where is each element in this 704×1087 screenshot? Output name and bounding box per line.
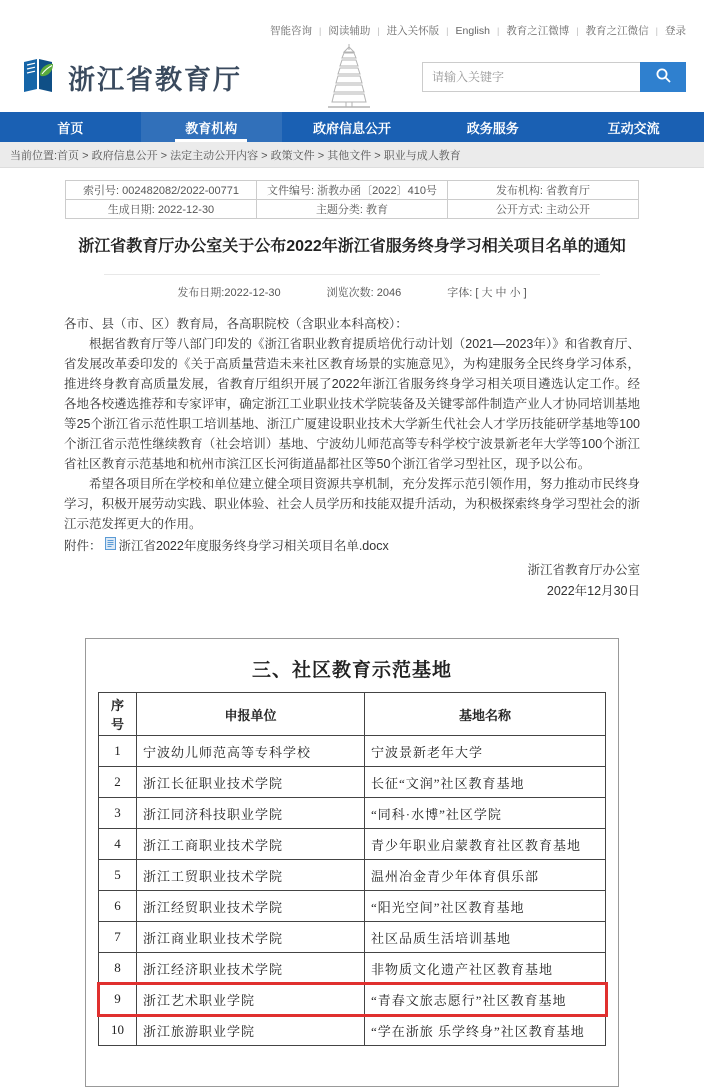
table-row: [99, 736, 606, 767]
article-body: [64, 314, 640, 534]
field-doc-no: 文件编号: 浙教办函〔2022〕410号: [257, 181, 448, 200]
doc-fields-table: [65, 180, 639, 219]
nav-item-interaction[interactable]: 互动交流: [607, 120, 660, 136]
list-section-title: 三、社区教育示范基地: [251, 660, 452, 682]
cell-no: 5: [99, 860, 137, 891]
list-section: [85, 638, 619, 1087]
cell-base: 非物质文化遗产社区教育基地: [365, 953, 606, 984]
signature-block: [64, 560, 640, 602]
nav-item-home[interactable]: 首页: [57, 120, 84, 136]
field-issuer: 发布机构: 省教育厅: [448, 181, 639, 200]
cell-base: 青少年职业启蒙教育社区教育基地: [365, 829, 606, 860]
cell-no: 6: [99, 891, 137, 922]
search-input[interactable]: [422, 62, 640, 92]
cell-no: 9: [99, 984, 137, 1015]
table-row: [99, 767, 606, 798]
cell-no: 1: [99, 736, 137, 767]
attachment-line: [64, 536, 640, 556]
link-reading-aid[interactable]: 阅读辅助: [328, 25, 371, 37]
book-leaf-logo-icon: [18, 55, 58, 100]
table-row: [99, 922, 606, 953]
field-index-no: 索引号: 002482082/2022-00771: [66, 181, 257, 200]
table-row: [99, 891, 606, 922]
cell-base: 社区品质生活培训基地: [365, 922, 606, 953]
doc-file-icon: [105, 536, 116, 556]
doc-fields-row: [66, 181, 639, 200]
separator: |: [446, 25, 449, 36]
signature-office: 浙江省教育厅办公室: [527, 563, 640, 578]
top-utility-bar: [0, 0, 704, 42]
cell-org: 浙江工商职业技术学院: [137, 829, 365, 860]
page-title: 浙江省教育厅办公室关于公布2022年浙江省服务终身学习相关项目名单的通知: [78, 238, 626, 255]
link-login[interactable]: 登录: [665, 25, 686, 37]
breadcrumb-text: 当前位置:首页 > 政府信息公开 > 法定主动公开内容 > 政策文件 > 其他文件 > 职业与成人教育: [10, 149, 461, 162]
cell-org: 浙江商业职业技术学院: [137, 922, 365, 953]
separator: |: [377, 25, 380, 36]
cell-base: 温州冶金青少年体育俱乐部: [365, 860, 606, 891]
top-links: [270, 23, 686, 38]
view-count: 浏览次数: 2046: [326, 287, 402, 300]
article-meta: [104, 274, 600, 300]
site-header: [0, 42, 704, 112]
publish-date: 发布日期:2022-12-30: [177, 287, 281, 300]
cell-base: 长征“文润”社区教育基地: [365, 767, 606, 798]
col-header-no: 序号: [99, 693, 137, 736]
cell-org: 宁波幼儿师范高等专科学校: [137, 736, 365, 767]
attachment-label: 附件：: [64, 539, 102, 554]
base-list-table: [98, 692, 606, 1046]
cell-no: 4: [99, 829, 137, 860]
separator: |: [576, 25, 579, 36]
cell-no: 8: [99, 953, 137, 984]
site-title: 浙江省教育厅: [68, 64, 242, 95]
col-header-base: 基地名称: [365, 693, 606, 736]
cell-no: 2: [99, 767, 137, 798]
table-row: [99, 860, 606, 891]
table-row: [99, 798, 606, 829]
link-weibo[interactable]: 教育之江微博: [506, 25, 570, 37]
separator: |: [655, 25, 658, 36]
field-publicity: 公开方式: 主动公开: [448, 200, 639, 219]
article: [0, 236, 704, 602]
nav-item-gov-info[interactable]: 政府信息公开: [312, 120, 391, 136]
cell-org: 浙江同济科技职业学院: [137, 798, 365, 829]
search-box: [422, 62, 686, 92]
cell-base: 宁波景新老年大学: [365, 736, 606, 767]
table-row: [99, 953, 606, 984]
table-header-row: [99, 693, 606, 736]
cell-base: “阳光空间”社区教育基地: [365, 891, 606, 922]
pagoda-illustration: [318, 42, 380, 115]
breadcrumb: [0, 142, 704, 168]
paragraph-salutation: 各市、县（市、区）教育局，各高职院校（含职业本科高校）：: [64, 317, 408, 332]
cell-org: 浙江经贸职业技术学院: [137, 891, 365, 922]
link-wechat[interactable]: 教育之江微信: [585, 25, 649, 37]
cell-base: “同科·水博”社区学院: [365, 798, 606, 829]
font-size-switch[interactable]: 字体: [ 大 中 小 ]: [447, 287, 527, 300]
separator: |: [496, 25, 500, 36]
cell-org: 浙江旅游职业学院: [137, 1015, 365, 1046]
search-icon: [655, 67, 672, 87]
nav-item-institutions[interactable]: 教育机构: [141, 112, 282, 142]
table-row: [99, 1015, 606, 1046]
field-date-created: 生成日期: 2022-12-30: [66, 200, 257, 219]
attachment-link[interactable]: 浙江省2022年度服务终身学习相关项目名单.docx: [118, 539, 389, 554]
signature-date: 2022年12月30日: [546, 584, 640, 599]
table-row-highlighted: [99, 984, 606, 1015]
cell-no: 10: [99, 1015, 137, 1046]
separator: |: [318, 25, 322, 36]
link-smart-consult[interactable]: 智能咨询: [269, 25, 312, 37]
cell-no: 3: [99, 798, 137, 829]
search-button[interactable]: [640, 62, 686, 92]
table-row: [99, 829, 606, 860]
cell-org: 浙江艺术职业学院: [137, 984, 365, 1015]
cell-no: 7: [99, 922, 137, 953]
cell-base: “学在浙旅 乐学终身”社区教育基地: [365, 1015, 606, 1046]
doc-fields-row: [66, 200, 639, 219]
link-care-version[interactable]: 进入关怀版: [386, 25, 440, 37]
cell-org: 浙江长征职业技术学院: [137, 767, 365, 798]
nav-item-gov-services[interactable]: 政务服务: [466, 120, 519, 136]
col-header-org: 申报单位: [137, 693, 365, 736]
site-logo[interactable]: [18, 55, 242, 100]
paragraph-hope: 希望各项目所在学校和单位建立健全项目资源共享机制，充分发挥示范引领作用，努力推动市民终身学习，积极开展劳动实践、职业体验、社会人员学历和技能双提升活动，为积极探索终身学习型社会的浙江示范发挥更大的作用。: [64, 477, 640, 532]
cell-base: “青春文旅志愿行”社区教育基地: [365, 984, 606, 1015]
field-topic: 主题分类: 教育: [257, 200, 448, 219]
paragraph-main: 根据省教育厅等八部门印发的《浙江省职业教育提质培优行动计划（2021—2023年）》和省教育厅、省发展改革委印发的《关于高质量营造未来社区教育场景的实施意见》，为构建服务全民终身学习体系，推进终身教育高质量发展，省教育厅组织开展了2022年浙江省服务终身学习相关项目遴选认定工作。经各地各校遴选推荐和专家评审，确定浙江工业职业技术学院装备及关键零部件制造产业人才协同培训基地等25个浙江省示范性职工培训基地、浙江广厦建设职业技术大学新生代社会人才学历技能研学基地等100个浙江省示范性继续教育（社会培训）基地、宁波幼儿师范高等专科学校宁波景新老年大学等100个浙江省社区教育示范基地和杭州市滨江区长河街道晶都社区等50个浙江省学习型社区，现予以公布。: [64, 337, 640, 472]
main-nav: [0, 112, 704, 142]
link-english[interactable]: English: [455, 24, 490, 37]
cell-org: 浙江经济职业技术学院: [137, 953, 365, 984]
cell-org: 浙江工贸职业技术学院: [137, 860, 365, 891]
